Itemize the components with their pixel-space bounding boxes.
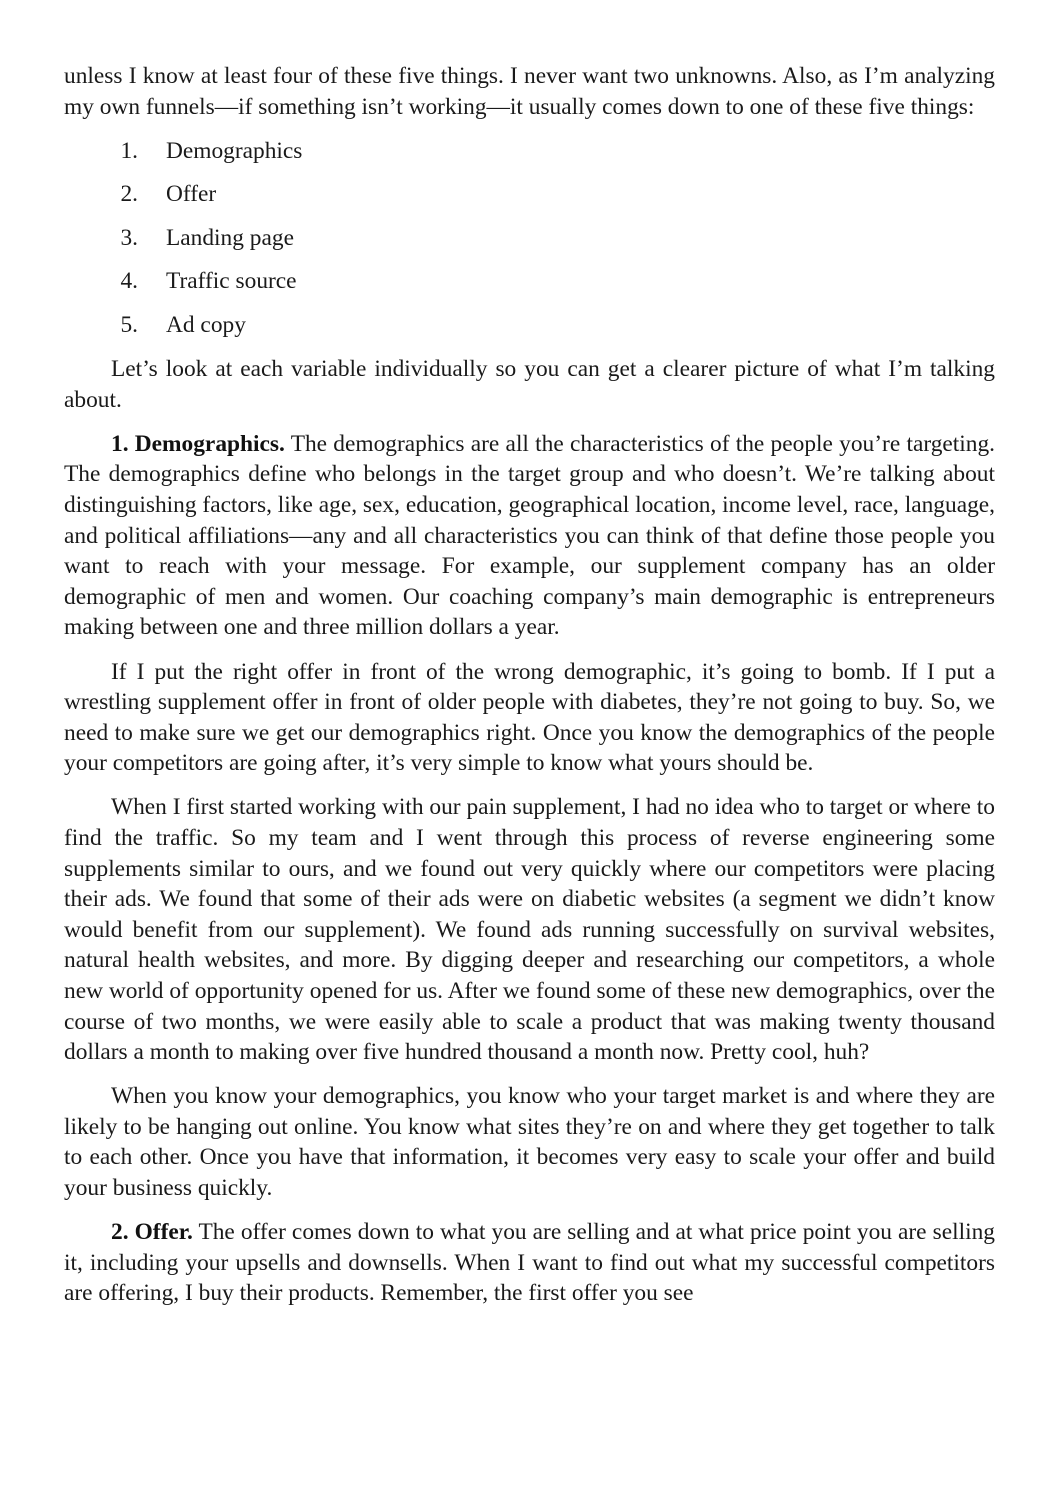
list-item-number: 2. bbox=[120, 181, 138, 208]
list-item bbox=[64, 136, 995, 167]
document-page bbox=[64, 61, 995, 1322]
list-item-label: Landing page bbox=[166, 224, 294, 251]
section-heading-demographics: 1. Demographics. bbox=[111, 430, 285, 457]
list-item-label: Traffic source bbox=[166, 268, 297, 295]
paragraph-know-demographics: When you know your demographics, you know who your target market is and where they are likely to be hanging out online. You know what sites they’re on and where they get together to talk to each other. Once you have that information, it becomes very easy to scale your offer and build your business quickly. bbox=[64, 1083, 995, 1201]
paragraph-pain-supplement: When I first started working with our pain supplement, I had no idea who to target or where to find the traffic. So my team and I went through this process of reverse engineering some supplements similar to ours, and we found out very quickly where our competitors were placing their ads. We found that some of their ads were on diabetic websites (a segment we didn’t know would benefit from our supplement). We found ads running successfully on survival websites, natural health websites, and more. By digging deeper and researching our competitors, a whole new world of opportunity opened for us. After we found some of these new demographics, over the course of two months, we were easily able to scale a product that was making twenty thousand dollars a month to making over five hundred thousand a month now. Pretty cool, huh? bbox=[64, 794, 995, 1066]
paragraph-offer bbox=[64, 1217, 995, 1309]
list-item bbox=[64, 179, 995, 210]
list-item-label: Demographics bbox=[166, 137, 303, 164]
intro-paragraph: unless I know at least four of these five things. I never want two unknowns. Also, as I’m analyzing my own funnels—if something isn’t working—it usually comes down to one of these five things: bbox=[64, 63, 995, 120]
list-item-label: Ad copy bbox=[166, 312, 246, 339]
paragraph-demographics-body: The demographics are all the characteristics of the people you’re targeting. The demographics define who belongs in the target group and who doesn’t. We’re talking about distinguishing factors, like age, sex, education, geographical location, income level, race, language, and political affiliations—any and all characteristics you can think of that define those people you want to reach with your message. For example, our supplement company has an older demographic of men and women. Our coaching company’s main demographic is entrepreneurs making between one and three million dollars a year. bbox=[64, 430, 996, 641]
paragraph-variables-intro: Let’s look at each variable individually so you can get a clearer picture of what I’m talking about. bbox=[64, 356, 995, 413]
list-item-number: 1. bbox=[120, 137, 138, 164]
list-item bbox=[64, 310, 995, 341]
paragraph-offer-body: The offer comes down to what you are selling and at what price point you are selling it, including your upsells and downsells. When I want to find out what my successful competitors are offering, I buy their products. Remember, the first offer you see bbox=[64, 1219, 995, 1307]
list-item-number: 4. bbox=[120, 268, 138, 295]
list-item-label: Offer bbox=[166, 181, 217, 208]
paragraph-demographics bbox=[64, 429, 995, 643]
paragraph-wrong-demographic: If I put the right offer in front of the wrong demographic, it’s going to bomb. If I put a wrestling supplement offer in front of older people with diabetes, they’re not going to buy. So, we need to make sure we get our demographics right. Once you know the demographics of the people your competitors are going after, it’s very simple to know what yours should be. bbox=[64, 658, 995, 777]
list-item bbox=[64, 266, 995, 297]
section-heading-offer: 2. Offer. bbox=[111, 1219, 193, 1246]
list-item-number: 3. bbox=[120, 224, 138, 251]
list-item-number: 5. bbox=[120, 312, 138, 339]
five-things-list bbox=[64, 136, 995, 341]
list-item bbox=[64, 223, 995, 254]
